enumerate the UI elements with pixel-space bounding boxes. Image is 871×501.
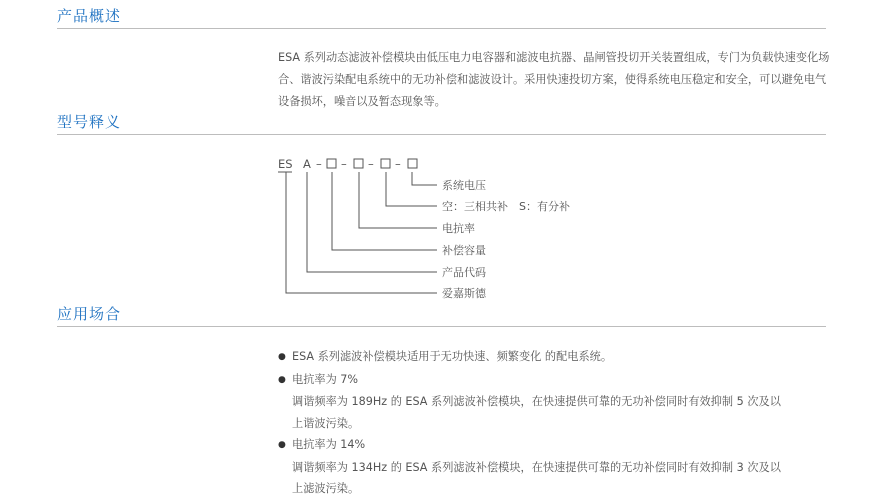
code-dash: – (316, 157, 322, 171)
code-box-voltage (408, 159, 417, 168)
code-dash: – (341, 157, 347, 171)
overview-heading: 产品概述 (57, 7, 122, 25)
leader-capacity (332, 172, 437, 250)
list-item-detail: 上谐波污染。 (292, 416, 360, 430)
leader-code (307, 172, 437, 272)
item-text: 电抗率为 7% (292, 372, 359, 386)
item-text: 电抗率为 14% (292, 438, 366, 451)
code-letter: A (303, 157, 311, 171)
label-voltage: 系统电压 (442, 179, 486, 192)
bullet-icon: ● (278, 352, 286, 362)
applications-divider (57, 326, 826, 327)
label-type: 空：三相共补 S：有分补 (442, 200, 570, 213)
item-text: ESA 系列滤波补偿模块适用于无功快速、频繁变化 的配电系统。 (292, 350, 613, 363)
code-prefix: ES (278, 157, 293, 171)
code-dash: – (368, 157, 374, 171)
label-product-code: 产品代码 (442, 266, 486, 279)
label-reactance: 电抗率 (442, 222, 475, 235)
model-heading: 型号释义 (57, 113, 122, 131)
leader-brand (286, 172, 437, 293)
applications-list (278, 346, 838, 500)
list-item (278, 369, 838, 392)
list-item-detail: 上滤波污染。 (292, 482, 360, 495)
applications-heading: 应用场合 (57, 305, 122, 323)
list-item-detail: 调谐频率为 189Hz 的 ESA 系列滤波补偿模块，在快速提供可靠的无功补偿同时有效抑制 5 次及以 (292, 395, 781, 408)
code-box-capacity (327, 159, 336, 168)
bullet-icon: ● (278, 440, 286, 450)
code-dash: – (395, 157, 401, 171)
list-item-detail: 调谐频率为 134Hz 的 ESA 系列滤波补偿模块，在快速提供可靠的无功补偿同时有效抑制 3 次及以 (292, 460, 781, 474)
code-box-reactance (354, 159, 363, 168)
list-item (278, 434, 838, 457)
leader-voltage (412, 172, 437, 185)
bullet-icon: ● (278, 374, 286, 385)
leader-reactance (359, 172, 437, 228)
overview-text: ESA 系列动态滤波补偿模块由低压电力电容器和滤波电抗器、晶闸管投切开关装置组成，专门为负载快速变化场合、谐波污染配电系统中的无功补偿和滤波设计。采用快速投切方案，使得系统电压稳定和安全，可以避免电气设备损坏，噪音以及暂态现象等。 (278, 51, 830, 108)
label-capacity: 补偿容量 (442, 244, 486, 257)
code-box-type (381, 159, 390, 168)
label-brand: 爱嘉斯德 (442, 287, 486, 300)
list-item (278, 346, 838, 369)
